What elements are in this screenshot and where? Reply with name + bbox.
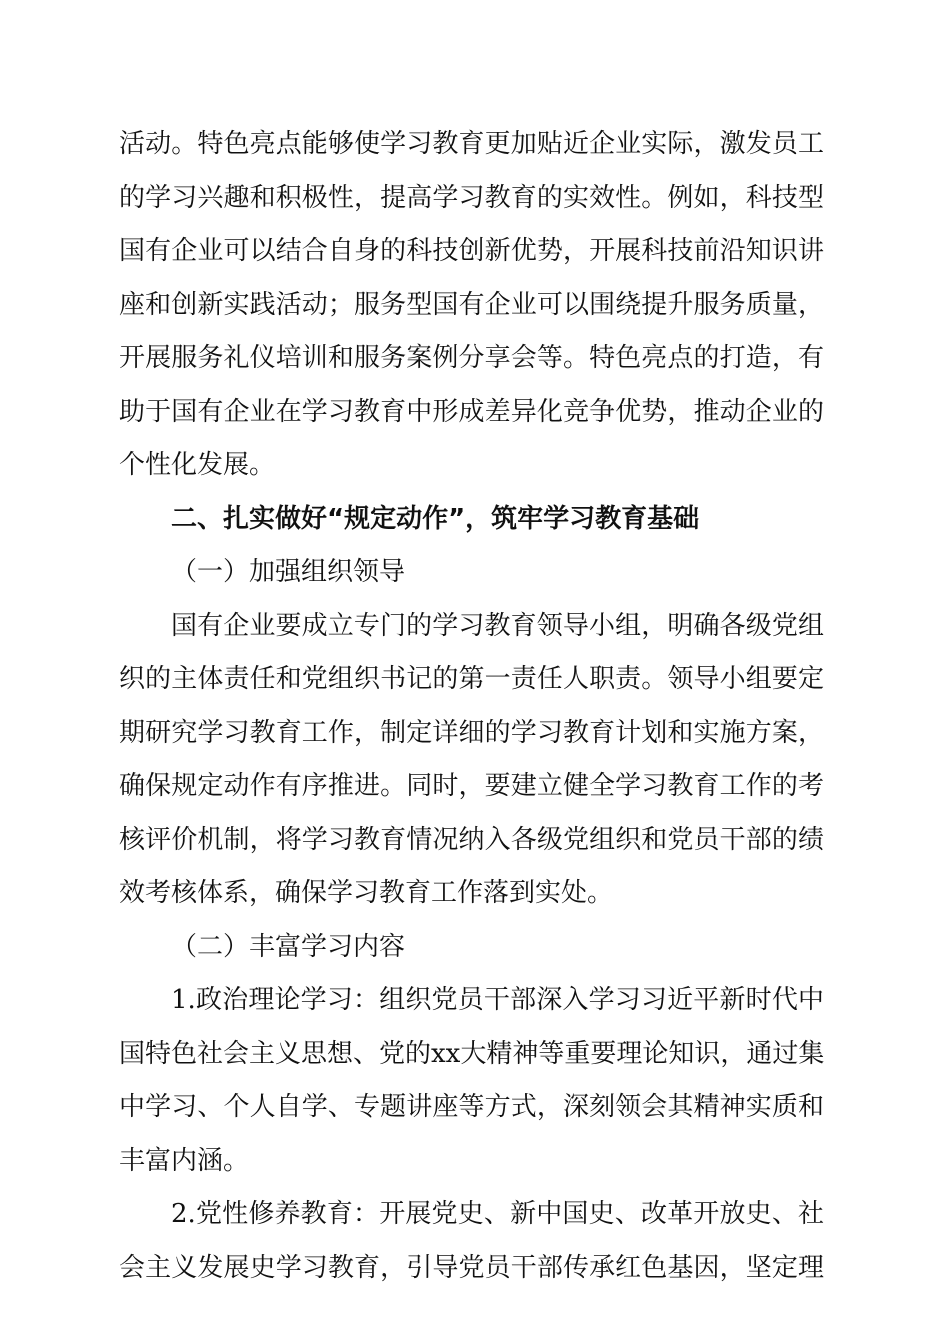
text-line: 的学习兴趣和积极性，提高学习教育的实效性。例如，科技型 [119,182,824,213]
text-line: 期研究学习教育工作，制定详细的学习教育计划和实施方案， [119,717,824,748]
document-page [119,118,824,1295]
text-line: 会主义发展史学习教育，引导党员干部传承红色基因，坚定理 [119,1252,824,1283]
text-line: 活动。特色亮点能够使学习教育更加贴近企业实际，激发员工 [119,129,824,159]
paragraph-1 [119,118,824,493]
section-heading: 二、扎实做好“规定动作”，筑牢学习教育基础 [171,503,700,534]
text-line: 开展服务礼仪培训和服务案例分享会等。特色亮点的打造，有 [119,343,824,373]
text-line: 中学习、个人自学、专题讲座等方式，深刻领会其精神实质和 [119,1092,824,1122]
text-line: 织的主体责任和党组织书记的第一责任人职责。领导小组要定 [119,664,824,694]
text-line: 国有企业要成立专门的学习教育领导小组，明确各级党组 [171,610,824,641]
text-line: 个性化发展。 [119,450,276,480]
text-line: 国有企业可以结合自身的科技创新优势，开展科技前沿知识讲 [119,236,824,266]
subsection-heading: （二）丰富学习内容 [171,931,406,962]
text-line: 助于国有企业在学习教育中形成差异化竞争优势，推动企业的 [119,396,824,427]
text-line: 座和创新实践活动；服务型国有企业可以围绕提升服务质量， [119,289,824,320]
text-line: 核评价机制，将学习教育情况纳入各级党组织和党员干部的绩 [119,824,824,855]
text-line: 丰富内涵。 [119,1145,250,1176]
paragraph-4 [119,1188,824,1295]
text-line: 效考核体系，确保学习教育工作落到实处。 [119,878,614,908]
subsection-heading: （一）加强组织领导 [171,557,406,587]
text-line: 1.政治理论学习：组织党员干部深入学习习近平新时代中 [171,985,824,1015]
text-line: 国特色社会主义思想、党的xx大精神等重要理论知识，通过集 [119,1038,825,1069]
text-line: 2.党性修养教育：开展党史、新中国史、改革开放史、社 [171,1199,824,1229]
paragraph-2 [119,600,824,921]
text-line: 确保规定动作有序推进。同时，要建立健全学习教育工作的考 [119,771,824,801]
paragraph-3 [119,974,824,1188]
